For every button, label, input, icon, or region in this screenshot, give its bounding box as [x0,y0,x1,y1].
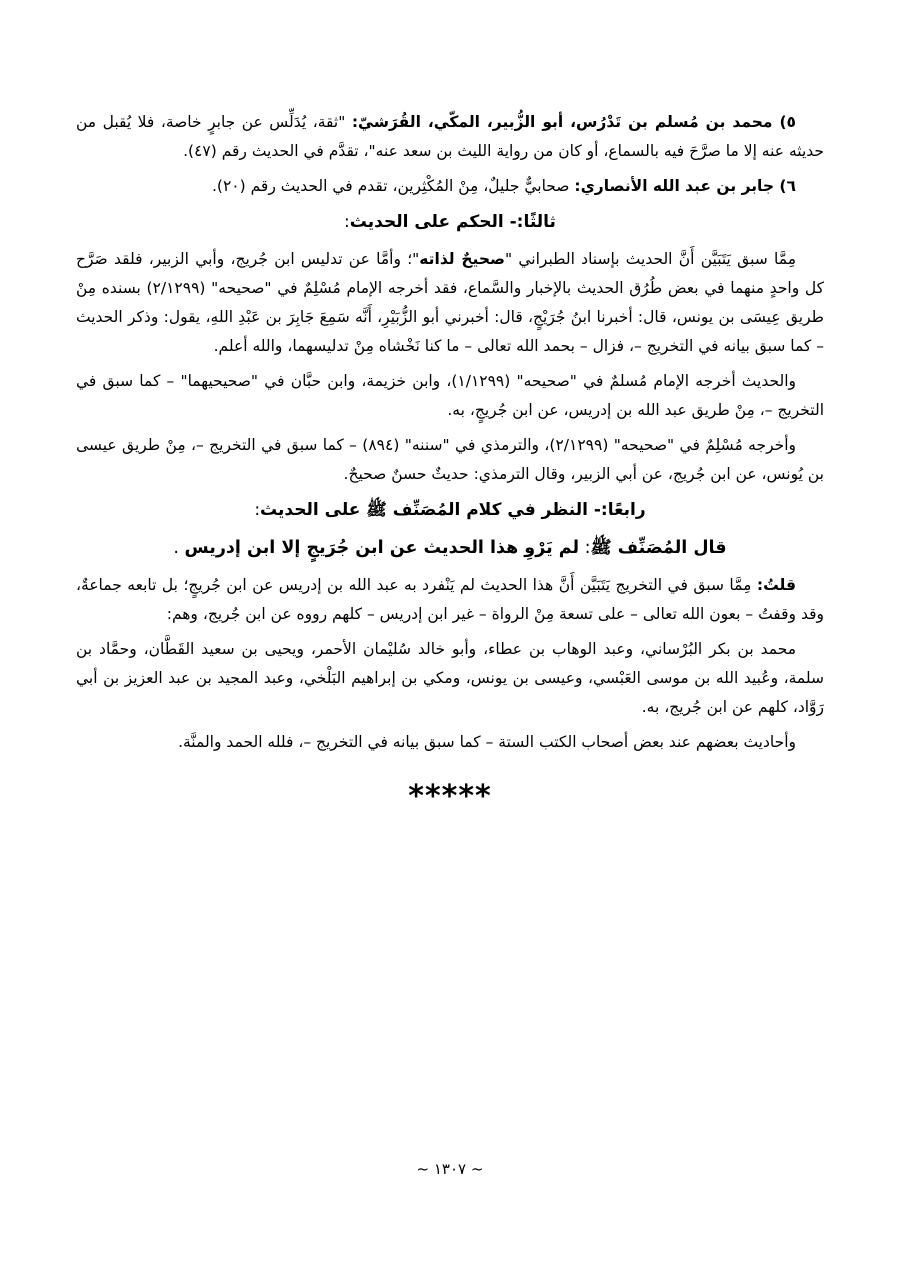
page-number: ~ ١٣٠٧ ~ [416,1160,484,1178]
author-quote-colon: : [579,538,591,558]
narrator-5-name: ٥) محمد بن مُسلم بن تَدْرُس، أبو الزُّبير، المكّي، القُرَشيّ: [351,113,796,131]
section-4-paragraph-1 [76,571,824,629]
section-3-title: ثالثًا:- الحكم على الحديث [349,212,556,232]
narrator-5-text: "ثقة، يُدَلِّس عن جابرٍ خاصة، فلا يُقبل من حديثه عنه إلا ما صرَّحَ فيه بالسماع، أو كان من رواية الليث بن سعد عنه"، تقدَّم في الحديث رقم (٤٧). [76,113,824,160]
section-3-p1-part-a: مِمَّا سبق يَتَبَيَّن أَنَّ الحديث بإسناد الطبراني " [504,250,796,268]
section-4-colon: : [254,500,261,520]
narrator-6-name: ٦) جابر بن عبد الله الأنصاري: [574,177,796,195]
section-3-paragraph-3: وأخرجه مُسْلِمٌ في "صحيحه" (٢/١٢٩٩)، والترمذي في "سننه" (٨٩٤) – كما سبق في التخريج –، مِنْ طريق عيسى بن يُونس، عن ابن جُريج، عن أبي الزبير، وقال الترمذي: حديثٌ حسنٌ صحيحٌ. [76,436,824,483]
section-3-colon: : [344,212,350,232]
narrator-6-text: صحابيٌّ جليلٌ، مِنْ المُكْثِرين، تقدم في الحديث رقم (٢٠). [211,177,575,195]
author-quote [76,533,824,563]
section-4-paragraph-2: محمد بن بكر البُرْساني، وعبد الوهاب بن عطاء، وأبو خالد سُليْمان الأحمر، ويحيى بن سعيد القَطَّان، وحمَّاد بن سلمة، وعُبيد الله بن موسى العَبْسي، وعيسى بن يونس، ومكي بن إبراهيم البَلْخي، وعبد المجيد بن عبد العزيز بن أبي رَوَّاد، كلهم عن ابن جُريج، به. [76,640,824,716]
document-page [76,108,824,815]
section-3-paragraph-2: والحديث أخرجه الإمام مُسلمٌ في "صحيحه" (١/١٢٩٩)، وابن خزيمة، وابن حبَّان في "صحيحيهما" – كما سبق في التخريج –، مِنْ طريق عبد الله بن إدريس، عن ابن جُريجٍ، به. [76,372,824,419]
section-4-p1-lead: قلتُ: [756,576,796,594]
section-4-paragraph-3: وأحاديث بعضهم عند بعض أصحاب الكتب الستة – كما سبق بيانه في التخريج –، فلله الحمد والمنَّة. [178,733,796,751]
section-3-heading [76,207,824,237]
narrator-6-paragraph [76,172,824,201]
section-3-p1-ruling: صحيحٌ لذاته [419,250,505,268]
section-separator: ***** [408,779,492,814]
section-4-title: رابعًا:- النظر في كلام المُصَنِّف ﷺ على الحديث [260,500,646,520]
author-quote-text: لم يَرْوِ هذا الحديث عن ابن جُرَيجٍ إلا ابن إدريس [184,538,580,558]
narrator-5-paragraph [76,108,824,166]
author-quote-end: . [173,538,185,558]
section-4-p1-text: مِمَّا سبق في التخريج يَتَبَيَّن أَنَّ هذا الحديث لم يَنْفرد به عبد الله بن إدريس عن ابن جُريجٍ؛ بل تابعه جماعةٌ، وقد وقفتُ – بعون الله تعالى – على تسعة مِنْ الرواة – غير ابن إدريس – كلهم رووه عن ابن جُريج، وهم: [76,576,824,623]
author-quote-lead: قال المُصَنِّف ﷺ [590,538,727,558]
section-3-p1-part-c: "؛ وأمَّا عن تدليس ابن جُريج، وأبي الزبير، فلقد صَرَّح كل واحدٍ منهما في بعض طُرُق الحديث بالإخبار والسَّماع، فقد أخرجه الإمام مُسْلِمٌ في "صحيحه" (٢/١٢٩٩) بسنده مِنْ طريق عِيسَى بن يونس، قال: أخبرنا ابنُ جُرَيْجٍ، قال: أخبرني أبو الزُّبَيْرِ، أَنَّه سَمِعَ جَابِرَ بن عَبْدِ اللهِ، يقول: وذكر الحديث – كما سبق بيانه في التخريج –، فزال – بحمد الله تعالى – ما كنا نَخْشاه مِنْ تدليسهما، والله أعلم. [76,250,825,355]
section-3-paragraph-1 [76,245,824,361]
section-4-heading [76,495,824,525]
